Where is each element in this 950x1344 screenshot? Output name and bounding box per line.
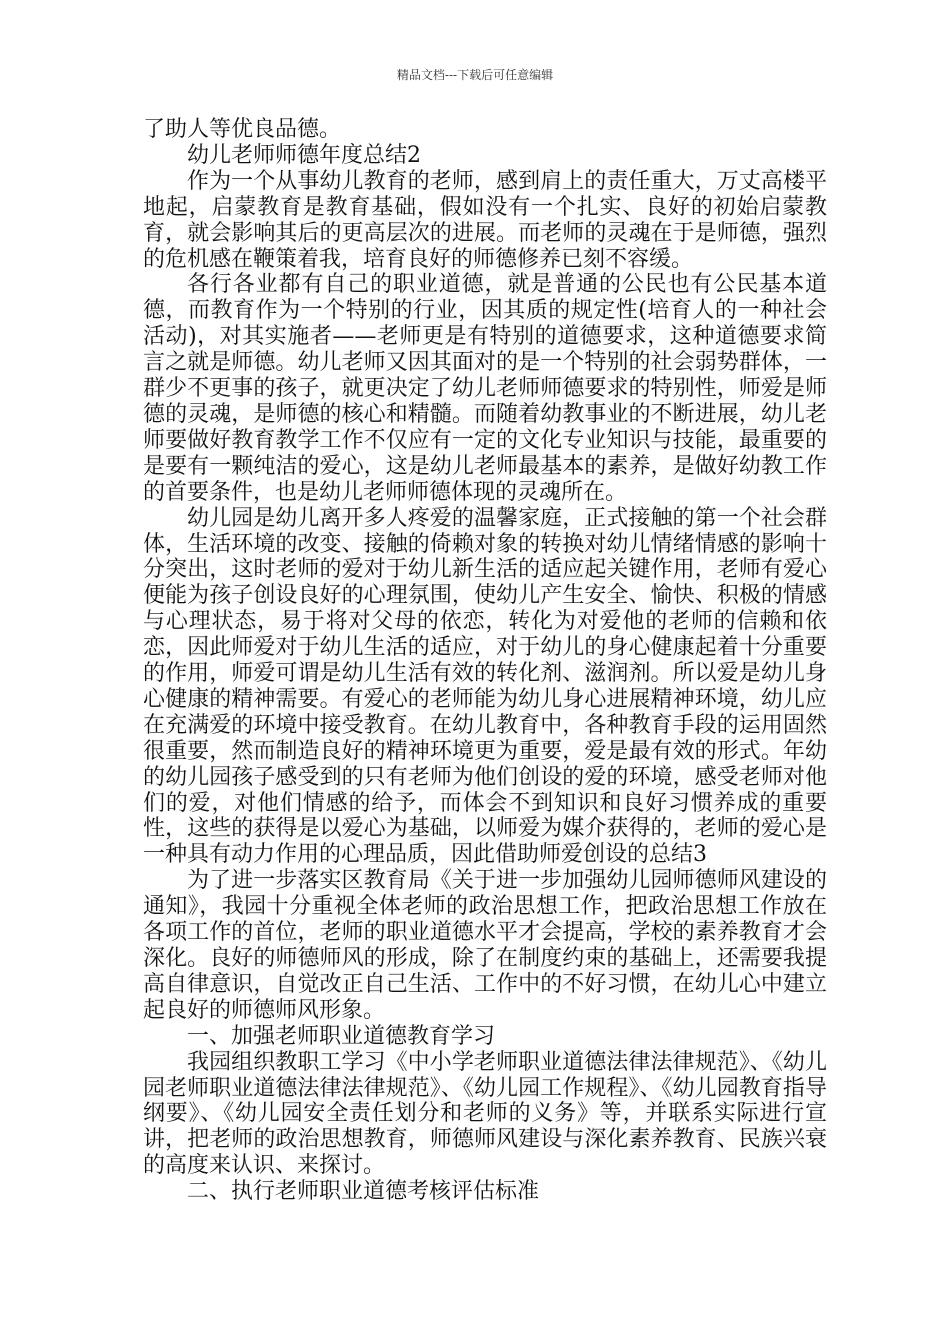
section-heading-1: 一、加强老师职业道德教育学习 xyxy=(187,1023,496,1049)
section-heading-2: 二、执行老师职业道德考核评估标准 xyxy=(187,1179,540,1205)
document-body xyxy=(143,117,827,1205)
paragraph: 我园组织教职工学习《中小学老师职业道德法律法律规范》、《幼儿园老师职业道德法律法律规范》、《幼儿园工作规程》、《幼儿园教育指导纲要》、《幼儿园安全责任划分和老师的义务》等，并联系实际进行宣讲，把老师的政治思想教育，师德师风建设与深化素养教育、民族兴衰的高度来认识、来探讨。 xyxy=(143,1049,827,1179)
paragraph-continuation: 了助人等优良品德。 xyxy=(143,117,342,142)
paragraph: 为了进一步落实区教育局《关于进一步加强幼儿园师德师风建设的通知》，我园十分重视全体老师的政治思想工作，把政治思想工作放在各项工作的首位，老师的职业道德水平才会提高，学校的素养教育才会深化。良好的师德师风的形成，除了在制度约束的基础上，还需要我提高自律意识，自觉改正自己生活、工作中的不好习惯，在幼儿心中建立起良好的师德师风形象。 xyxy=(143,868,827,1023)
paragraph: 各行各业都有自己的职业道德，就是普通的公民也有公民基本道德，而教育作为一个特别的行业，因其质的规定性(培育人的一种社会活动)，对其实施者——老师更是有特别的道德要求，这种道德要求简言之就是师德。幼儿老师又因其面对的是一个特别的社会弱势群体，一群少不更事的孩子，就更决定了幼儿老师师德要求的特别性，师爱是师德的灵魂，是师德的核心和精髓。而随着幼教事业的不断进展，幼儿老师要做好教育教学工作不仅应有一定的文化专业知识与技能，最重要的是要有一颗纯洁的爱心，这是幼儿老师最基本的素养，是做好幼教工作的首要条件，也是幼儿老师师德体现的灵魂所在。 xyxy=(143,272,827,505)
paragraph: 作为一个从事幼儿教育的老师，感到肩上的责任重大，万丈高楼平地起，启蒙教育是教育基础，假如没有一个扎实、良好的初始启蒙教育，就会影响其后的更高层次的进展。而老师的灵魂在于是师德，强烈的危机感在鞭策着我，培育良好的师德修养已刻不容缓。 xyxy=(143,168,827,272)
paragraph: 幼儿园是幼儿离开多人疼爱的温馨家庭，正式接触的第一个社会群体，生活环境的改变、接触的倚赖对象的转换对幼儿情绪情感的影响十分突出，这时老师的爱对于幼儿新生活的适应起关键作用，老师有爱心便能为孩子创设良好的心理氛围，使幼儿产生安全、愉快、积极的情感与心理状态，易于将对父母的依恋，转化为对爱他的老师的信赖和依恋，因此师爱对于幼儿生活的适应，对于幼儿的身心健康起着十分重要的作用，师爱可谓是幼儿生活有效的转化剂、滋润剂。所以爱是幼儿身心健康的精神需要。有爱心的老师能为幼儿身心进展精神环境，幼儿应在充满爱的环境中接受教育。在幼儿教育中，各种教育手段的运用固然很重要，然而制造良好的精神环境更为重要，爱是最有效的形式。年幼的幼儿园孩子感受到的只有老师为他们创设的爱的环境，感受老师对他们的爱，对他们情感的给予，而体会不到知识和良好习惯养成的重要性，这些的获得是以爱心为基础，以师爱为媒介获得的，老师的爱心是一种具有动力作用的心理品质，因此借助师爱创设的总结3 xyxy=(143,505,827,868)
section-title-summary-2: 幼儿老师师德年度总结2 xyxy=(187,142,421,168)
page-header: 精品文档---下载后可任意编辑 xyxy=(396,68,554,82)
